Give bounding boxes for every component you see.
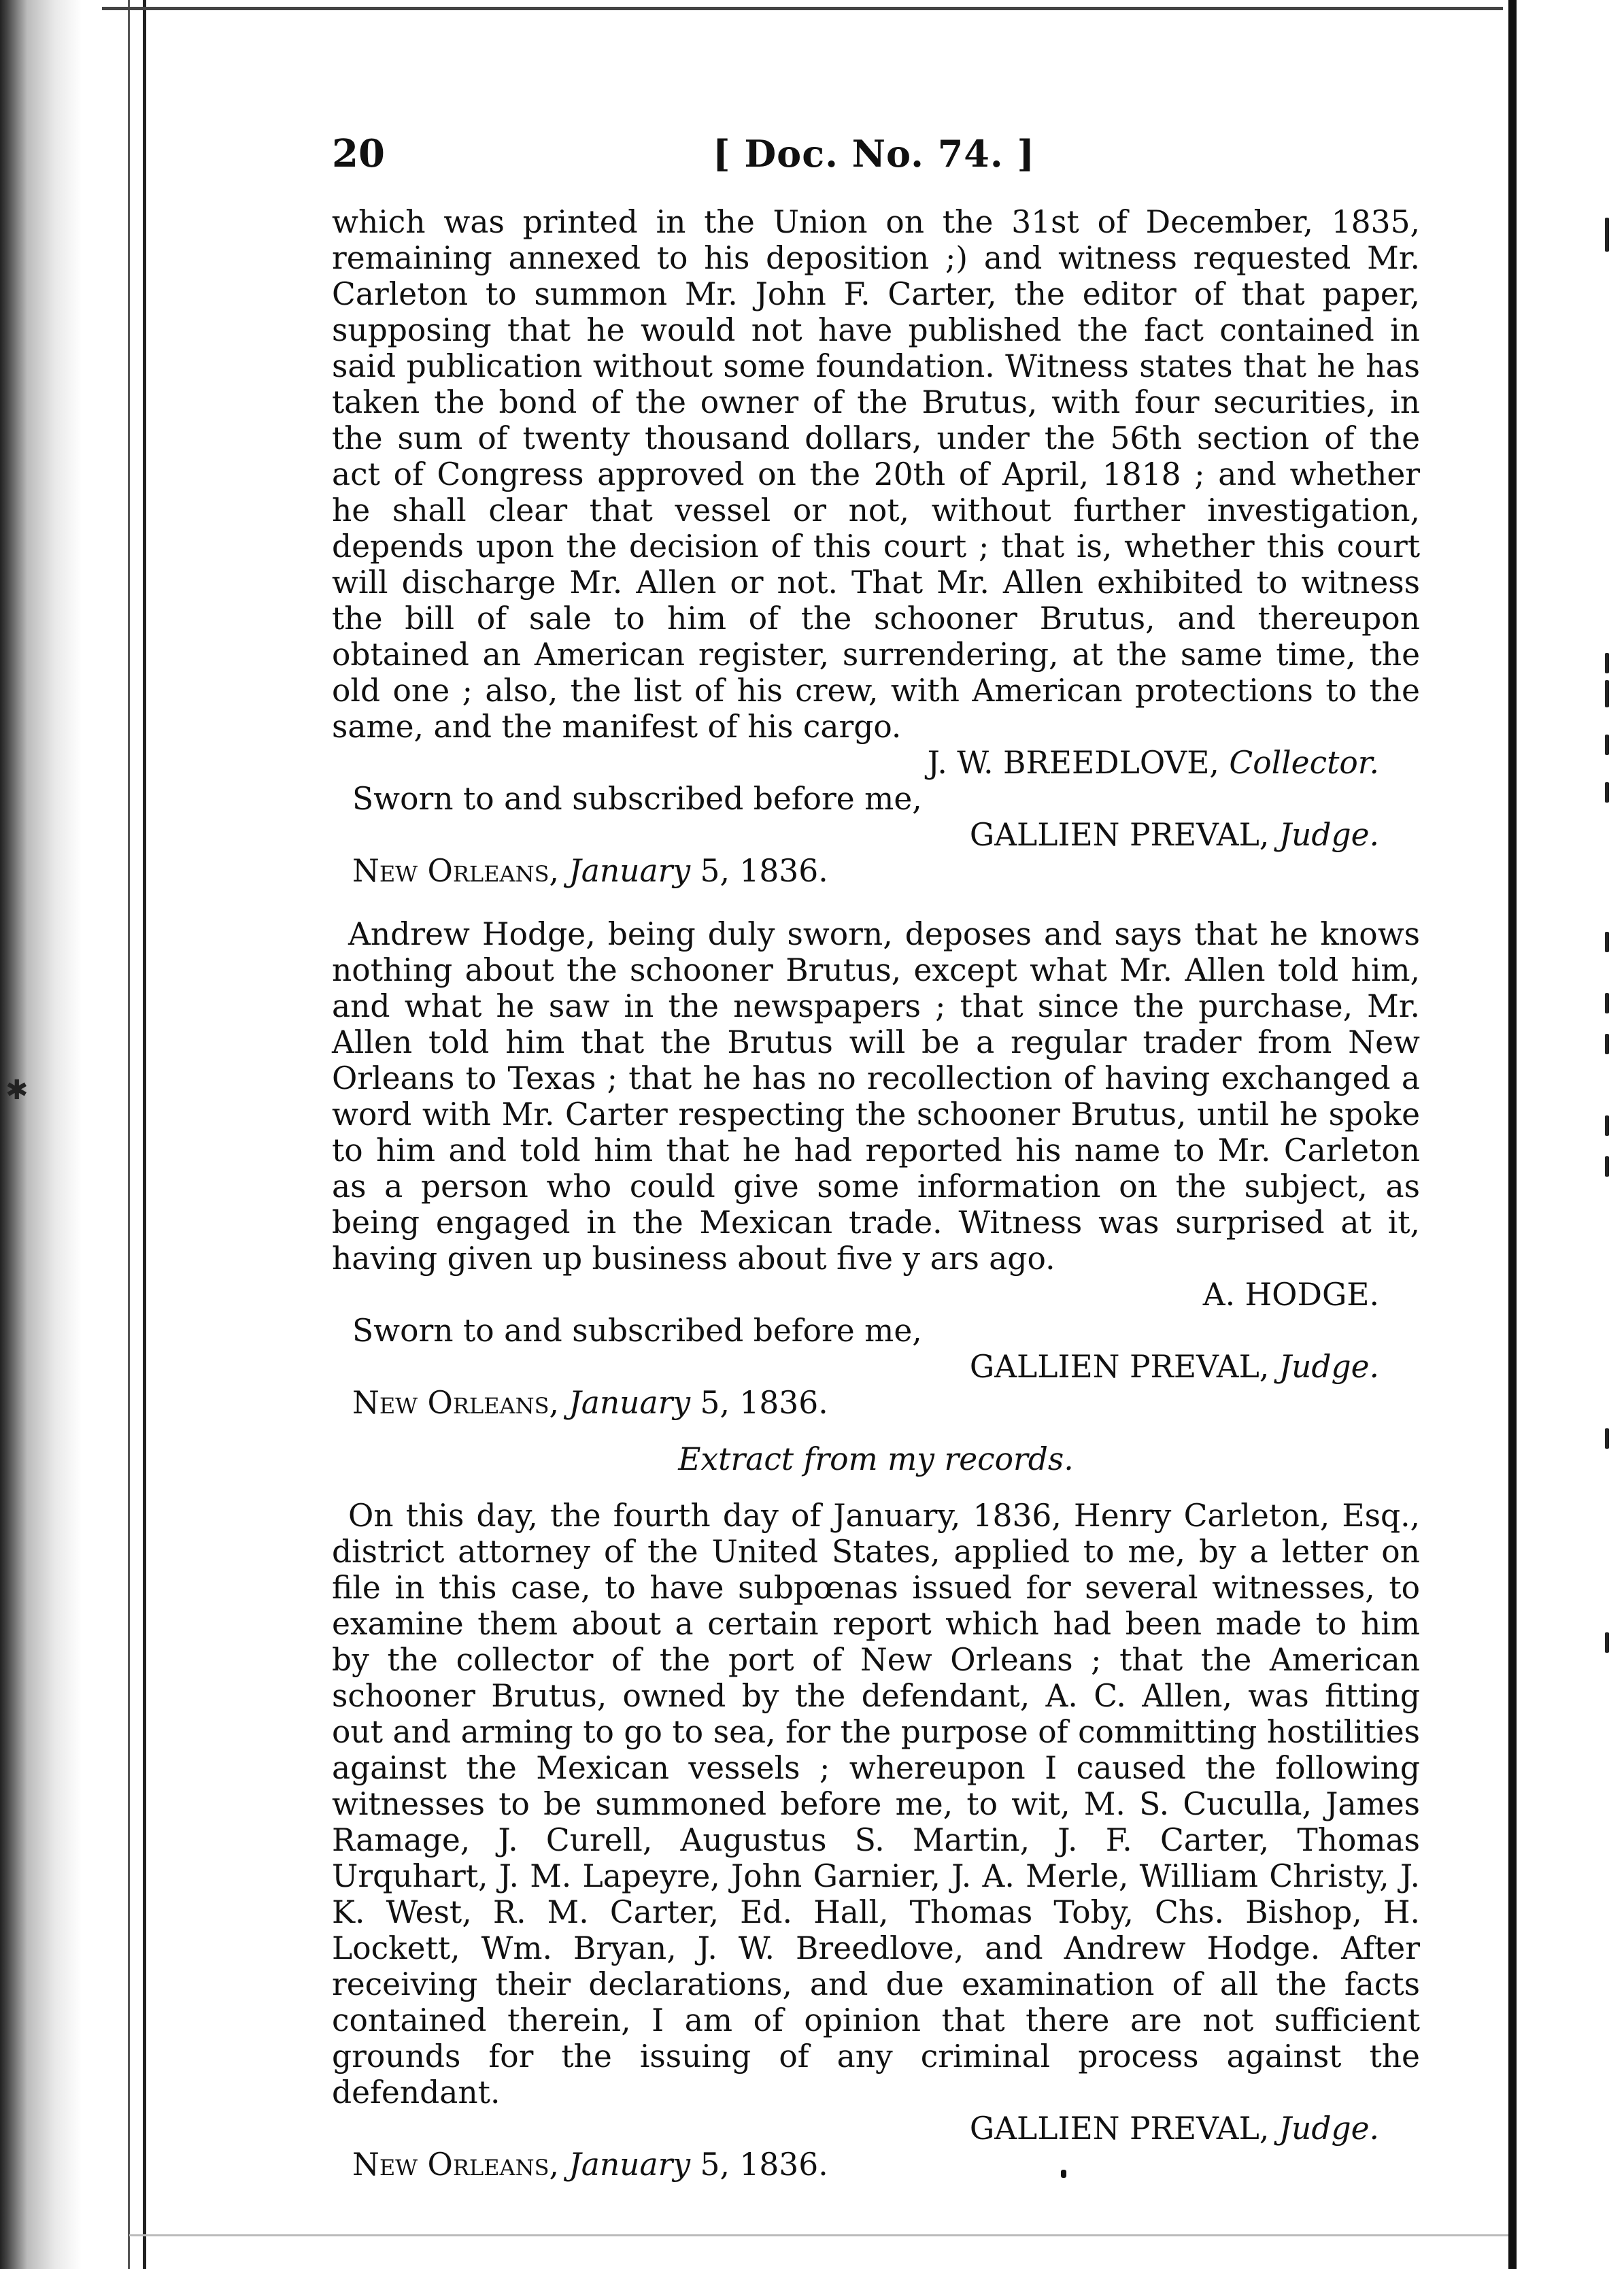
deposition-paragraph: which was printed in the Union on the 31st of December, 1835, remaining annexed to his deposition ;) and witness requested Mr. Carleton to summon Mr. John F. Carter, the editor of that paper, supposing that he would not have published the fact contained in said publication without some foundation. Witness states that he has taken the bond of the owner of the Brutus, with four securities, in the sum of twenty thousand dollars, under the 56th section of the act of Congress approved on the 20th of April, 1818 ; and whether he shall clear that vessel or not, without further investigation, depends upon the decision of this court ; that is, whether this court will discharge Mr. Allen or not. That Mr. Allen exhibited to witness the bill of sale to him of the schooner Brutus, and thereupon obtained an American register, surrendering, at the same time, the old one ; also, the list of his crew, with American protections to the same, and the manifest of his cargo. xyxy=(332,204,1420,745)
deposition-paragraph: Andrew Hodge, being duly sworn, deposes and says that he knows nothing about the schooner Brutus, except what Mr. Allen told him, and what he saw in the newspapers ; that since the purchase, Mr. Allen told him that the Brutus will be a regular trader from New Orleans to Texas ; that he has no recollection of having exchanged a word with Mr. Carter respecting the schooner Brutus, until he spoke to him and told him that he had reported his name to Mr. Carleton as a person who could give some information on the subject, as being engaged in the Mexican trade. Witness was surprised at it, having given up business about five y ars ago. xyxy=(332,916,1420,1277)
judge-name: GALLIEN PREVAL, xyxy=(969,2111,1270,2147)
date-month: January xyxy=(569,853,691,889)
document-page xyxy=(332,131,1420,2183)
judge-signature xyxy=(332,2111,1420,2147)
doc-reference: [ Doc. No. 74. ] xyxy=(713,132,1035,175)
page-number: 20 xyxy=(332,131,385,176)
signature-line xyxy=(332,1277,1420,1313)
judge-signature xyxy=(332,1349,1420,1385)
judge-name: GALLIEN PREVAL, xyxy=(969,1349,1270,1385)
bottom-rule xyxy=(129,2234,1508,2236)
judge-name: GALLIEN PREVAL, xyxy=(969,817,1270,853)
page-fold-line xyxy=(128,0,130,2269)
margin-mark: ✱ xyxy=(5,1075,29,1106)
judge-title: Judge. xyxy=(1279,1349,1379,1385)
date-rest: 5, 1836. xyxy=(700,1385,828,1421)
scan-left-edge xyxy=(0,0,82,2269)
date-month: January xyxy=(569,1385,691,1421)
page-fold-line xyxy=(143,0,146,2269)
section-heading: Extract from my records. xyxy=(678,1441,1074,1477)
signature-name: A. HODGE. xyxy=(1202,1277,1379,1313)
date-rest: 5, 1836. xyxy=(700,2147,828,2183)
judge-title: Judge. xyxy=(1279,2111,1379,2147)
date-month: January xyxy=(569,2147,691,2183)
sworn-statement: Sworn to and subscribed before me, xyxy=(352,781,922,817)
page-header xyxy=(332,131,1420,204)
place: New Orleans, xyxy=(352,1385,560,1421)
signature-title: Collector. xyxy=(1229,745,1379,781)
place-date-line xyxy=(332,2147,1420,2183)
place-date-line xyxy=(332,1385,1420,1421)
signature-line xyxy=(332,745,1420,781)
date-rest: 5, 1836. xyxy=(700,853,828,889)
place: New Orleans, xyxy=(352,853,560,889)
place-date-line xyxy=(332,853,1420,889)
judge-signature xyxy=(332,817,1420,853)
place: New Orleans, xyxy=(352,2147,560,2183)
records-paragraph: On this day, the fourth day of January, 1836, Henry Carleton, Esq., district attorney of the United States, applied to me, by a letter on file in this case, to have subpœnas issued for several witnesses, to examine them about a certain report which had been made to him by the collector of the port of New Orleans ; that the American schooner Brutus, owned by the defendant, A. C. Allen, was fitting out and arming to go to sea, for the purpose of committing hostilities against the Mexican vessels ; whereupon I caused the following witnesses to be summoned before me, to wit, M. S. Cuculla, James Ramage, J. Curell, Augustus S. Martin, J. F. Carter, Thomas Urquhart, J. M. Lapeyre, John Garnier, J. A. Merle, William Christy, J. K. West, R. M. Carter, Ed. Hall, Thomas Toby, Chs. Bishop, H. Lockett, Wm. Bryan, J. W. Breedlove, and Andrew Hodge. After receiving their declarations, and due examination of all the facts contained therein, I am of opinion that there are not sufficient grounds for the issuing of any criminal process against the defendant. xyxy=(332,1498,1420,2111)
adjacent-page-strip xyxy=(1508,0,1624,2269)
signature-name: J. W. BREEDLOVE, xyxy=(927,745,1219,781)
judge-title: Judge. xyxy=(1279,817,1379,853)
sworn-statement: Sworn to and subscribed before me, xyxy=(352,1313,922,1349)
top-rule xyxy=(102,7,1503,10)
